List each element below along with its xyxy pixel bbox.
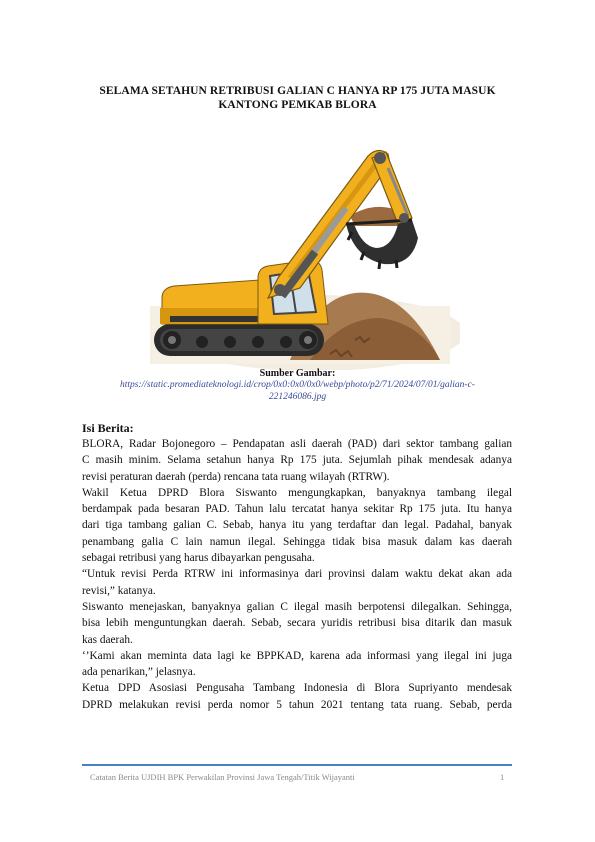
article-body-line: revisi,” katanya.: [82, 584, 156, 597]
section-heading: Isi Berita:: [82, 421, 134, 435]
article-body-line: BLORA, Radar Bojonegoro – Pendapatan asli daerah (PAD) dari sektor tambang galian: [82, 438, 512, 450]
article-title-line: SELAMA SETAHUN RETRIBUSI GALIAN C HANYA RP 175 JUTA MASUK: [99, 85, 496, 97]
footer-divider: [82, 764, 512, 766]
article-body-line: Siswanto menejaskan, banyaknya galian C ilegal masih berpotensi dilegalkan. Sehingga,: [82, 600, 512, 613]
figure-caption-label: Sumber Gambar:: [259, 368, 336, 379]
article-body-line: berdampak pada besaran PAD. Tahun lalu tercatat hanya sekitar Rp 175 juta. Itu hanya: [82, 503, 512, 516]
excavator-illustration-icon: [140, 128, 460, 370]
page-number: 1: [500, 772, 505, 782]
article-body-line: penambang galia C lain namun ilegal. Sehingga tidak bisa masuk dalam kas daerah: [82, 535, 512, 548]
figure-source-url[interactable]: [100, 379, 495, 403]
article-body-line: kas daerah.: [82, 633, 133, 646]
article-title-line: KANTONG PEMKAB BLORA: [218, 99, 377, 111]
article-body-line: “Untuk revisi Perda RTRW ini informasinya dari provinsi dalam waktu dekat akan ada: [82, 568, 512, 581]
footer-text: Catatan Berita UJDIH BPK Perwakilan Provinsi Jawa Tengah/Titik Wijayanti: [90, 772, 355, 782]
article-body-line: ada penarikan,” jelasnya.: [82, 666, 196, 679]
article-body-line: revisi peraturan daerah (perda) rencana tata ruang wilayah (RTRW).: [82, 470, 390, 483]
article-body-line: bisa lebih menguntungkan daerah. Sebab, secara yuridis retribusi bisa ditarik dan masuk: [82, 617, 512, 630]
article-title: [70, 84, 525, 112]
article-body-line: Ketua DPD Asosiasi Pengusaha Tambang Indonesia di Blora Supriyanto mendesak: [82, 682, 512, 695]
article-body-line: Wakil Ketua DPRD Blora Siswanto mengungkapkan, banyaknya tambang ilegal: [82, 486, 512, 499]
article-body-line: DPRD melakukan revisi perda nomor 5 tahun 2021 tentang tata ruang. Sebab, perda: [82, 698, 512, 711]
article-body-line: ‘’Kami akan meminta data lagi ke BPPKAD, karena ada informasi yang ilegal ini juga: [82, 649, 512, 662]
figure-source-url-line[interactable]: https://static.promediateknologi.id/crop/0x0:0x0/0x0/webp/photo/p2/71/2024/07/01/galian-c-: [120, 380, 475, 390]
article-body-line: C masih minim. Selama setahun hanya Rp 175 juta. Sejumlah pihak mendesak adanya: [82, 454, 512, 467]
figure-source-url-line[interactable]: 221246086.jpg: [268, 392, 327, 402]
article-body: [82, 436, 512, 713]
article-body-line: sebagai retribusi yang harus dibayarkan pengusaha.: [82, 552, 315, 565]
article-body-line: dari tiga tambang galian C. Sebab, hanya itu yang terdaftar dan legal. Padahal, banyak: [82, 519, 512, 532]
